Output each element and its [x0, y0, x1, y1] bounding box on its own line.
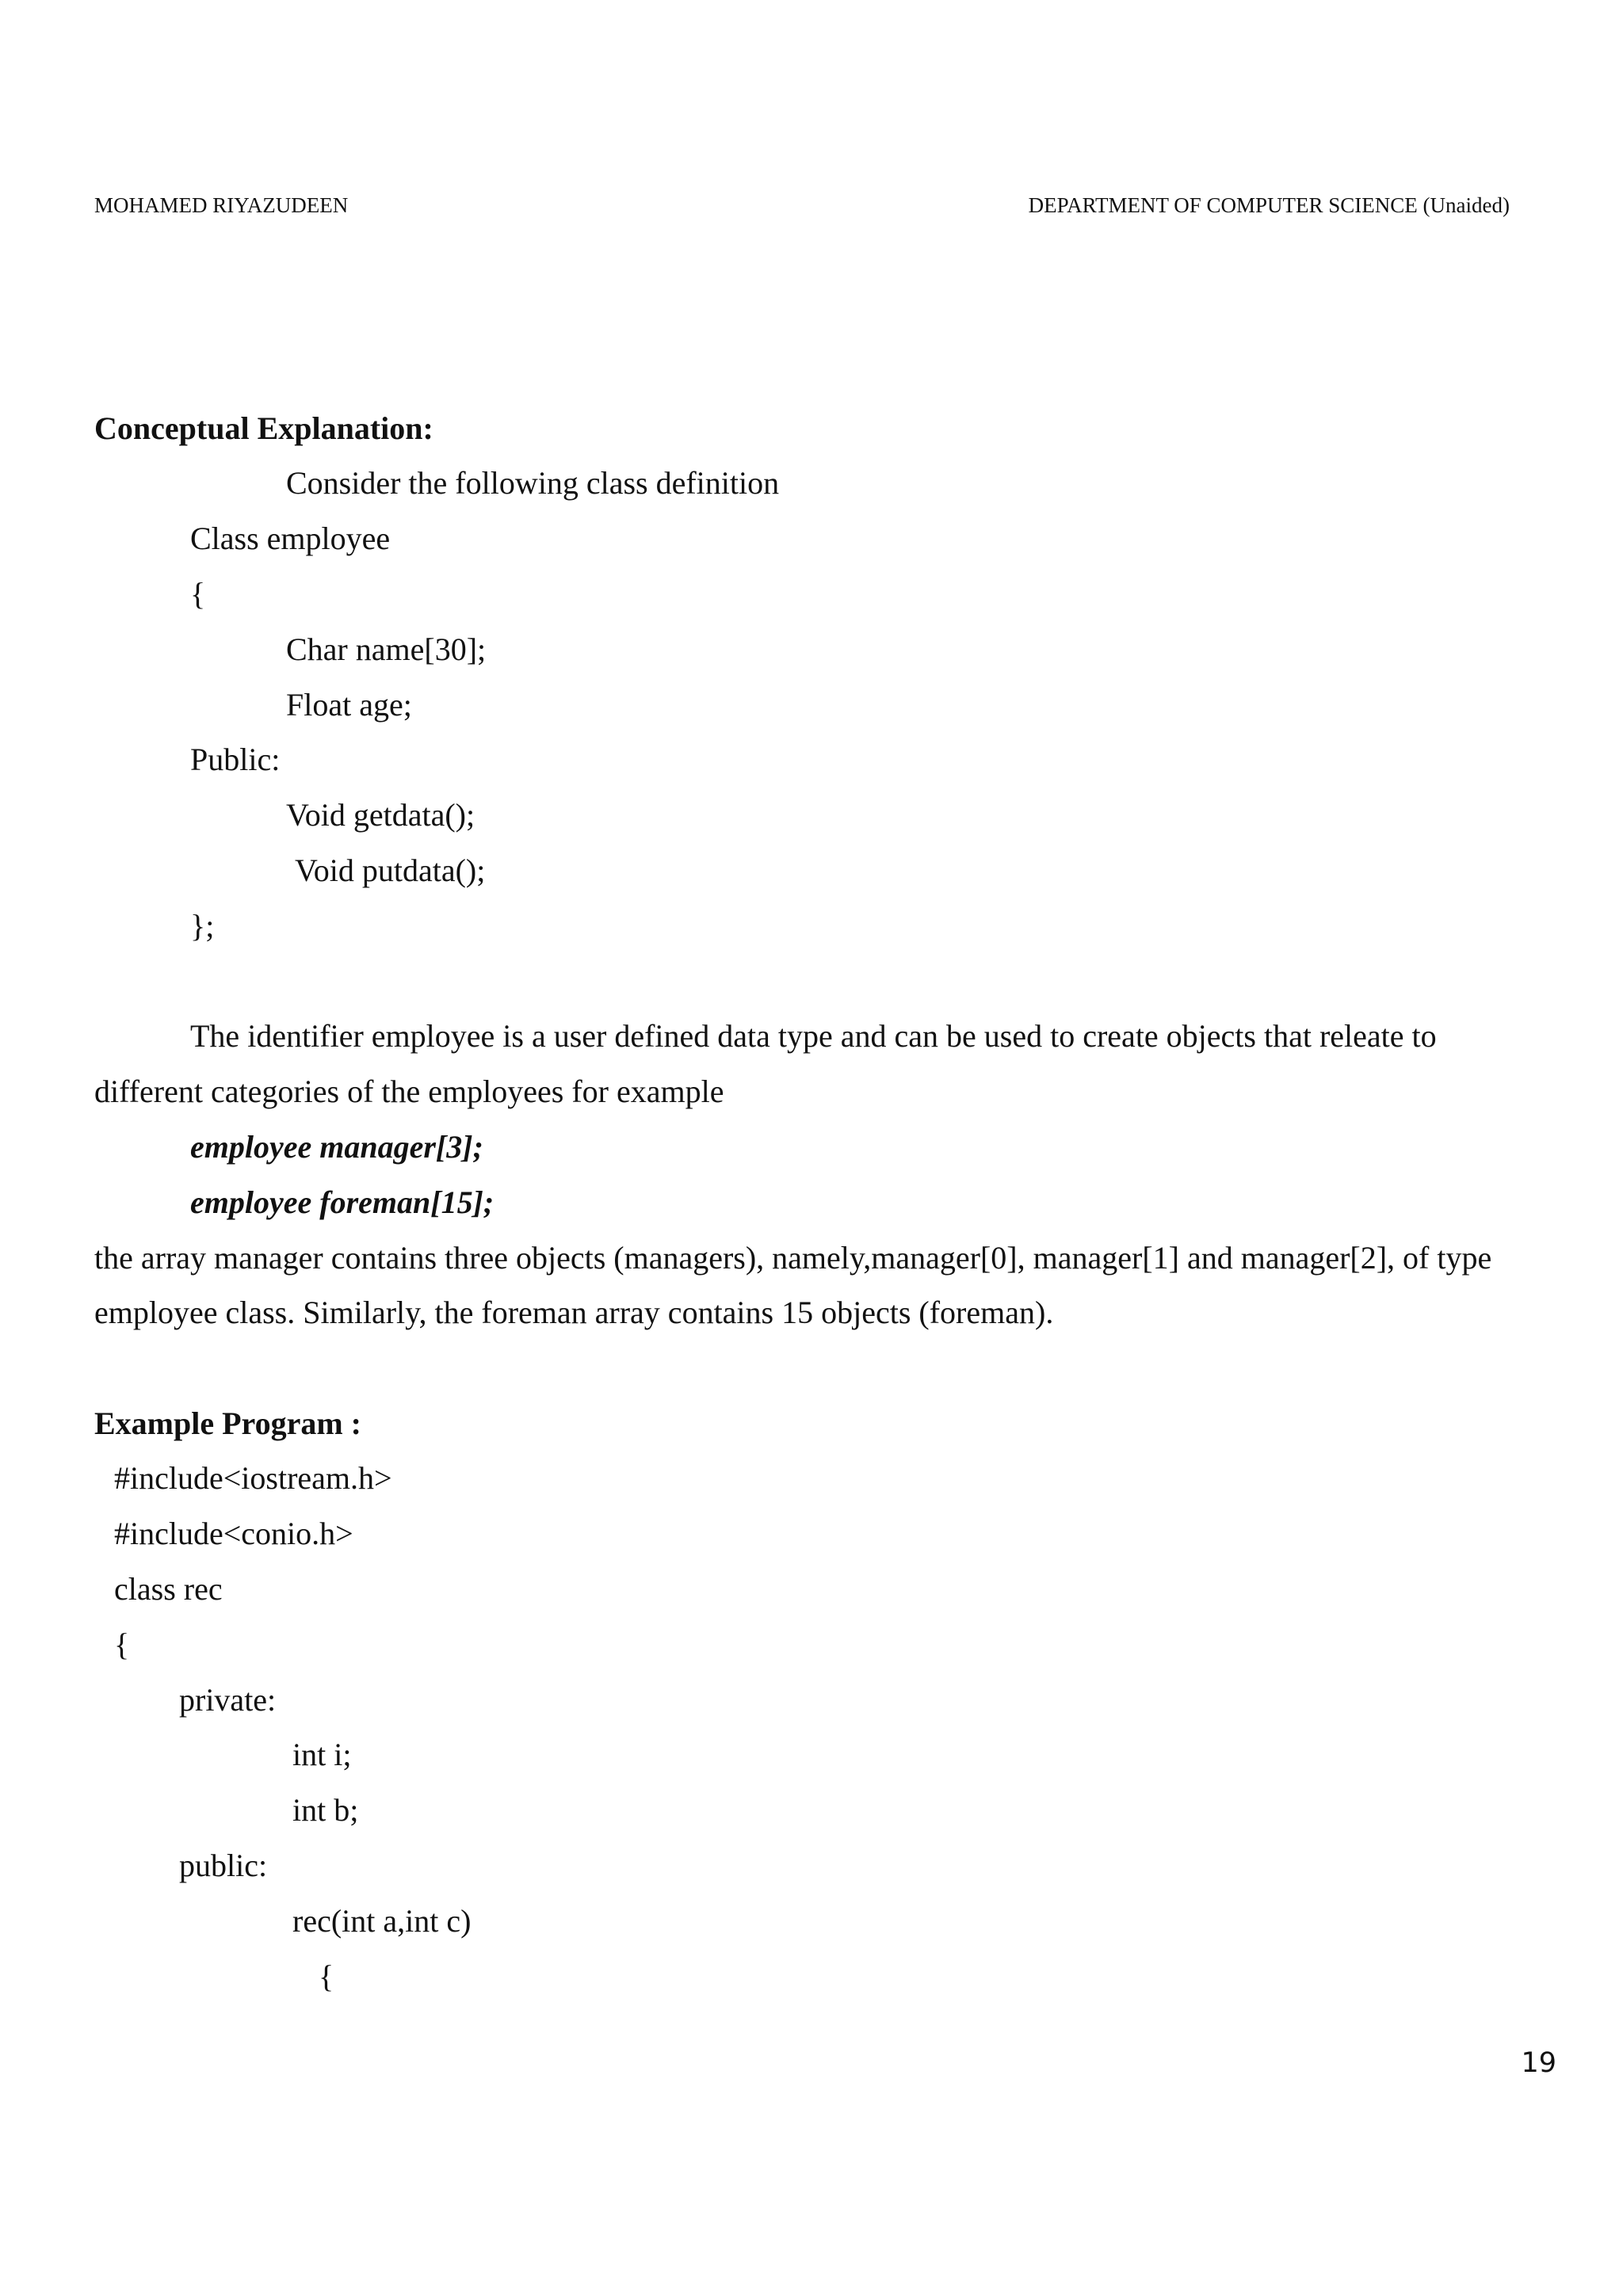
header-author: MOHAMED RIYAZUDEEN	[94, 193, 349, 217]
program-line: int i;	[292, 1737, 352, 1772]
paragraph-line: The identifier employee is a user defined data type and can be used to create objects that releate to	[190, 1018, 1437, 1054]
program-line: int b;	[292, 1792, 359, 1828]
intro-text: Consider the following class definition	[286, 465, 780, 501]
program-line: {	[319, 1958, 334, 1994]
program-line: private:	[179, 1682, 277, 1718]
paragraph-line: the array manager contains three objects (managers), namely,manager[0], manager[1] and manager[2], of type	[94, 1240, 1492, 1276]
code-line: Float age;	[286, 687, 412, 723]
program-line: {	[114, 1627, 130, 1662]
program-line: public:	[179, 1848, 268, 1883]
example-declaration: employee manager[3];	[190, 1129, 483, 1165]
code-line: Public:	[190, 742, 281, 777]
code-line: Void getdata();	[286, 797, 475, 833]
program-line: rec(int a,int c)	[292, 1903, 472, 1939]
conceptual-heading: Conceptual Explanation:	[94, 410, 433, 446]
code-line: Char name[30];	[286, 631, 487, 667]
paragraph-line: different categories of the employees for example	[94, 1074, 724, 1109]
page-number: 19	[1521, 2047, 1556, 2079]
code-line: };	[190, 908, 215, 944]
code-line: {	[190, 576, 206, 612]
header-department: DEPARTMENT OF COMPUTER SCIENCE (Unaided)	[1028, 193, 1510, 217]
code-line: Class employee	[190, 521, 391, 556]
paragraph-line: employee class. Similarly, the foreman array contains 15 objects (foreman).	[94, 1295, 1054, 1330]
code-line: Void putdata();	[295, 852, 486, 888]
program-line: class rec	[114, 1571, 223, 1607]
example-declaration: employee foreman[15];	[190, 1184, 495, 1220]
program-line: #include<conio.h>	[114, 1516, 353, 1551]
program-line: #include<iostream.h>	[114, 1460, 392, 1496]
example-program-heading: Example Program :	[94, 1405, 361, 1441]
